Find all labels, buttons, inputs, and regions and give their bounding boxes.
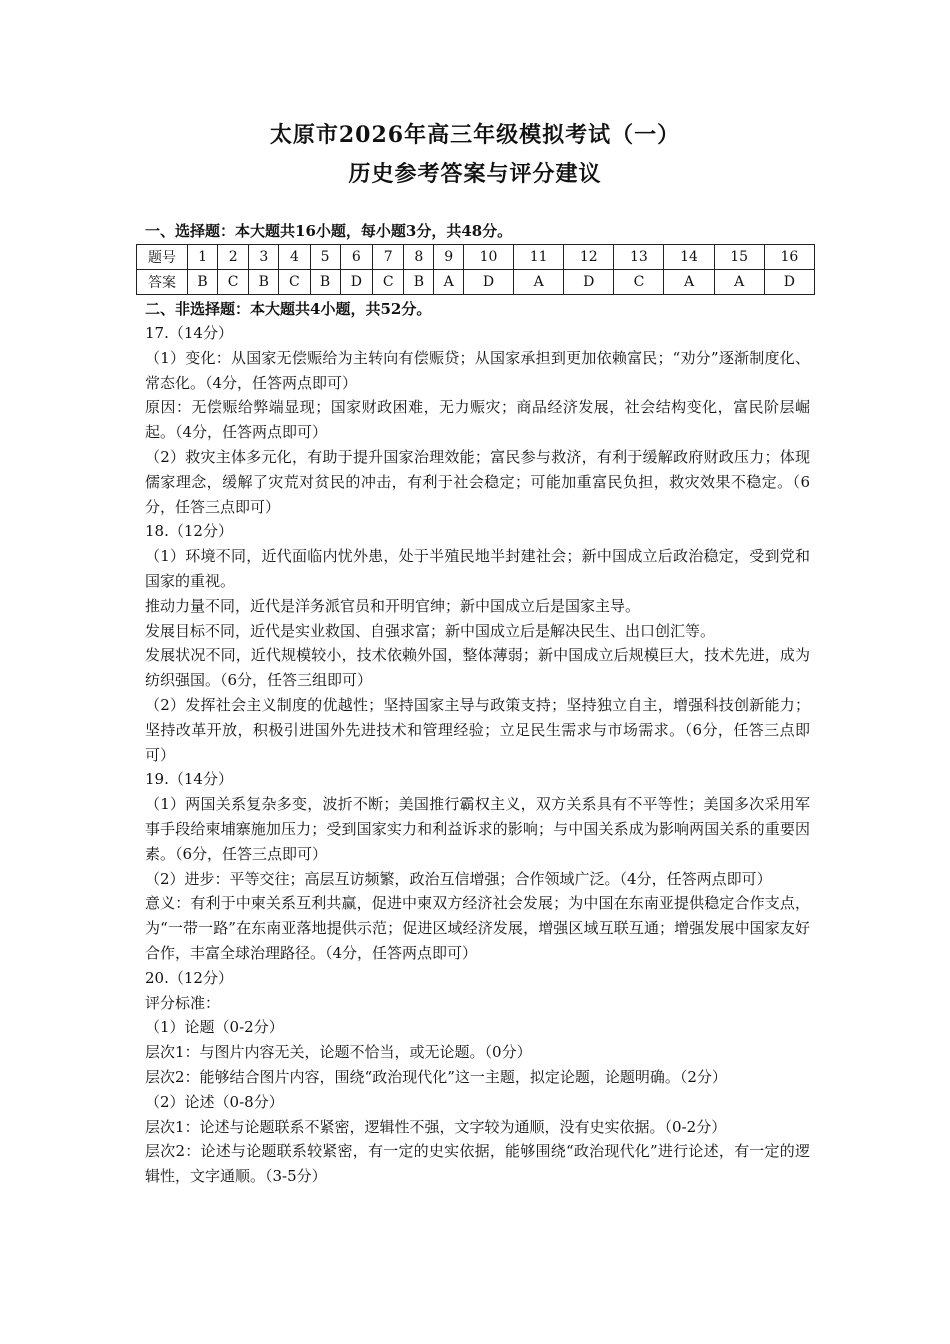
answer-cell: A <box>514 270 564 295</box>
question-number: 2 <box>218 245 249 270</box>
answer-cell: D <box>564 270 614 295</box>
q20-argument-level1: 层次1：论述与论题联系不紧密，逻辑性不强，文字较为通顺，没有史实依据。（0-2分） <box>145 1117 727 1136</box>
question-number: 9 <box>434 245 464 270</box>
question-number: 16 <box>764 245 814 270</box>
q19-part2-progress: （2）进步：平等交往；高层互访频繁，政治互信增强；合作领域广泛。（4分，任答两点即可） <box>145 869 772 888</box>
question-number: 1 <box>188 245 218 270</box>
answer-key-title: 历史参考答案与评分建议 <box>348 161 602 187</box>
q18-part1-environment: （1）环境不同，近代面临内忧外患，处于半殖民地半封建社会；新中国成立后政治稳定，受到党和国家的重视。 <box>145 547 810 590</box>
question-number-row <box>137 245 815 270</box>
q19-part2-significance: 意义：有利于中柬关系互利共赢，促进中柬双方经济社会发展；为中国在东南亚提供稳定合作支点，为“一带一路”在东南亚落地提供示范；促进区域经济发展，增强区域互联互通；增强发展中国家友好合作，丰富全球治理路径。（4分，任答两点即可） <box>145 894 810 962</box>
row-label-answer: 答案 <box>137 270 188 295</box>
answer-cell: D <box>340 270 373 295</box>
answer-cell: A <box>434 270 464 295</box>
q18-part2: （2）发挥社会主义制度的优越性；坚持国家主导与政策支持；坚持独立自主，增强科技创新能力；坚持改革开放，积极引进国外先进技术和管理经验；立足民生需求与市场需求。（6分，任答三点即可） <box>145 695 810 764</box>
answer-body <box>145 321 810 1189</box>
question-number: 15 <box>714 245 764 270</box>
q20-argument-heading: （2）论述（0-8分） <box>145 1092 284 1111</box>
q17-part2: （2）救灾主体多元化，有助于提升国家治理效能；富民参与救济，有利于缓解政府财政压力；体现儒家理念，缓解了灾荒对贫民的冲击，有利于社会稳定；可能加重富民负担，救灾效果不稳定。（6分，任答三点即可） <box>145 447 810 516</box>
answer-cell: C <box>279 270 310 295</box>
question-number: 3 <box>249 245 279 270</box>
exam-title: 太原市2026年高三年级模拟考试（一） <box>269 122 681 148</box>
answer-cell: B <box>310 270 340 295</box>
row-label-question: 题号 <box>137 245 188 270</box>
section2-heading: 二、非选择题：本大题共4小题，共52分。 <box>145 300 432 318</box>
q18-part1-driving-force: 推动力量不同，近代是洋务派官员和开明官绅；新中国成立后是国家主导。 <box>145 596 641 615</box>
q20-argument-level2: 层次2：论述与论题联系较紧密，有一定的史实依据，能够围绕“政治现代化”进行论述，有一定的逻辑性，文字通顺。（3-5分） <box>145 1142 810 1186</box>
q17-heading: 17.（14分） <box>145 324 233 342</box>
question-number: 7 <box>373 245 404 270</box>
question-number: 8 <box>404 245 434 270</box>
q20-topic-level2: 层次2：能够结合图片内容，围绕“政治现代化”这一主题，拟定论题，论题明确。（2分） <box>145 1067 727 1086</box>
question-number: 12 <box>564 245 614 270</box>
q20-topic-level1: 层次1：与图片内容无关，论题不恰当，或无论题。（0分） <box>145 1043 532 1062</box>
question-number: 14 <box>664 245 714 270</box>
answer-cell: C <box>614 270 664 295</box>
answer-cell: B <box>404 270 434 295</box>
question-number: 4 <box>279 245 310 270</box>
answer-cell: A <box>714 270 764 295</box>
q18-part1-status: 发展状况不同，近代规模较小，技术依赖外国，整体薄弱；新中国成立后规模巨大，技术先进，成为纺织强国。（6分，任答三组即可） <box>145 646 810 690</box>
q18-heading: 18.（12分） <box>145 522 233 541</box>
answer-cell: C <box>218 270 249 295</box>
q20-topic-heading: （1）论题（0-2分） <box>145 1018 284 1037</box>
question-number: 6 <box>340 245 373 270</box>
q17-part1-change: （1）变化：从国家无偿赈给为主转向有偿赈贷；从国家承担到更加依赖富民；“劝分”逐渐制度化、常态化。（4分，任答两点即可） <box>145 348 810 392</box>
answer-cell: B <box>188 270 218 295</box>
question-number: 13 <box>614 245 664 270</box>
q20-heading: 20.（12分） <box>145 968 233 987</box>
q19-part1: （1）两国关系复杂多变，波折不断；美国推行霸权主义，双方关系具有不平等性；美国多次采用军事手段给柬埔寨施加压力；受到国家实力和利益诉求的影响；与中国关系成为影响两国关系的重要因素。（6分，任答三点即可） <box>145 795 810 863</box>
question-number: 5 <box>310 245 340 270</box>
q19-heading: 19.（14分） <box>145 770 233 789</box>
question-number: 10 <box>463 245 513 270</box>
answer-cell: D <box>463 270 513 295</box>
question-number: 11 <box>514 245 564 270</box>
q18-part1-goal: 发展目标不同，近代是实业救国、自强求富；新中国成立后是解决民生、出口创汇等。 <box>145 621 716 640</box>
q17-part1-reason: 原因：无偿赈给弊端显现；国家财政困难，无力赈灾；商品经济发展，社会结构变化，富民阶层崛起。（4分，任答两点即可） <box>145 398 810 442</box>
q20-criteria-label: 评分标准： <box>145 993 221 1012</box>
answer-cell: D <box>764 270 814 295</box>
answer-cell: B <box>249 270 279 295</box>
answer-row <box>137 270 815 295</box>
answer-cell: A <box>664 270 714 295</box>
section1-heading: 一、选择题：本大题共16小题，每小题3分，共48分。 <box>145 222 513 240</box>
answer-cell: C <box>373 270 404 295</box>
answer-table <box>136 244 815 295</box>
